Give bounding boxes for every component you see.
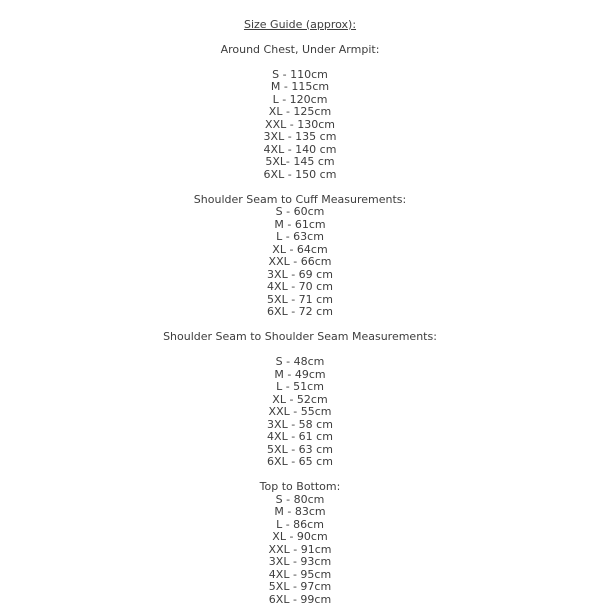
size-row: XXL - 91cm [0,544,600,557]
section-heading: Shoulder Seam to Shoulder Seam Measurements: [0,331,600,344]
size-row: 6XL - 99cm [0,594,600,606]
size-row: L - 86cm [0,519,600,532]
size-row: 4XL - 61 cm [0,431,600,444]
size-row: S - 80cm [0,494,600,507]
size-row: M - 61cm [0,219,600,232]
size-row: XL - 125cm [0,106,600,119]
size-row: 5XL- 145 cm [0,156,600,169]
page-title: Size Guide (approx): [244,18,356,31]
size-row: L - 51cm [0,381,600,394]
size-row: L - 63cm [0,231,600,244]
size-list [0,69,600,182]
section-heading-row [0,44,600,57]
size-row: XL - 52cm [0,394,600,407]
size-section [0,194,600,319]
size-row: M - 83cm [0,506,600,519]
size-row: 3XL - 135 cm [0,131,600,144]
size-row: S - 110cm [0,69,600,82]
size-row: 6XL - 65 cm [0,456,600,469]
size-row: S - 48cm [0,356,600,369]
size-row: XXL - 66cm [0,256,600,269]
size-section [0,481,600,606]
size-row: 3XL - 93cm [0,556,600,569]
size-row: 4XL - 95cm [0,569,600,582]
size-row: 6XL - 72 cm [0,306,600,319]
size-row: 5XL - 63 cm [0,444,600,457]
size-row: M - 49cm [0,369,600,382]
size-row: 5XL - 71 cm [0,294,600,307]
section-heading: Around Chest, Under Armpit: [0,44,600,57]
size-row: XXL - 55cm [0,406,600,419]
size-row: XXL - 130cm [0,119,600,132]
size-guide-sections [0,44,600,606]
size-row: S - 60cm [0,206,600,219]
section-heading-row [0,331,600,344]
size-row: 4XL - 70 cm [0,281,600,294]
size-row: M - 115cm [0,81,600,94]
size-row: 3XL - 58 cm [0,419,600,432]
size-row: 4XL - 140 cm [0,144,600,157]
page-title-row [0,19,600,32]
size-row: 6XL - 150 cm [0,169,600,182]
size-row: 5XL - 97cm [0,581,600,594]
size-row: XL - 90cm [0,531,600,544]
size-row: L - 120cm [0,94,600,107]
section-heading: Top to Bottom: [0,481,600,494]
section-heading: Shoulder Seam to Cuff Measurements: [0,194,600,207]
size-list [0,356,600,469]
size-row: 3XL - 69 cm [0,269,600,282]
size-row: XL - 64cm [0,244,600,257]
